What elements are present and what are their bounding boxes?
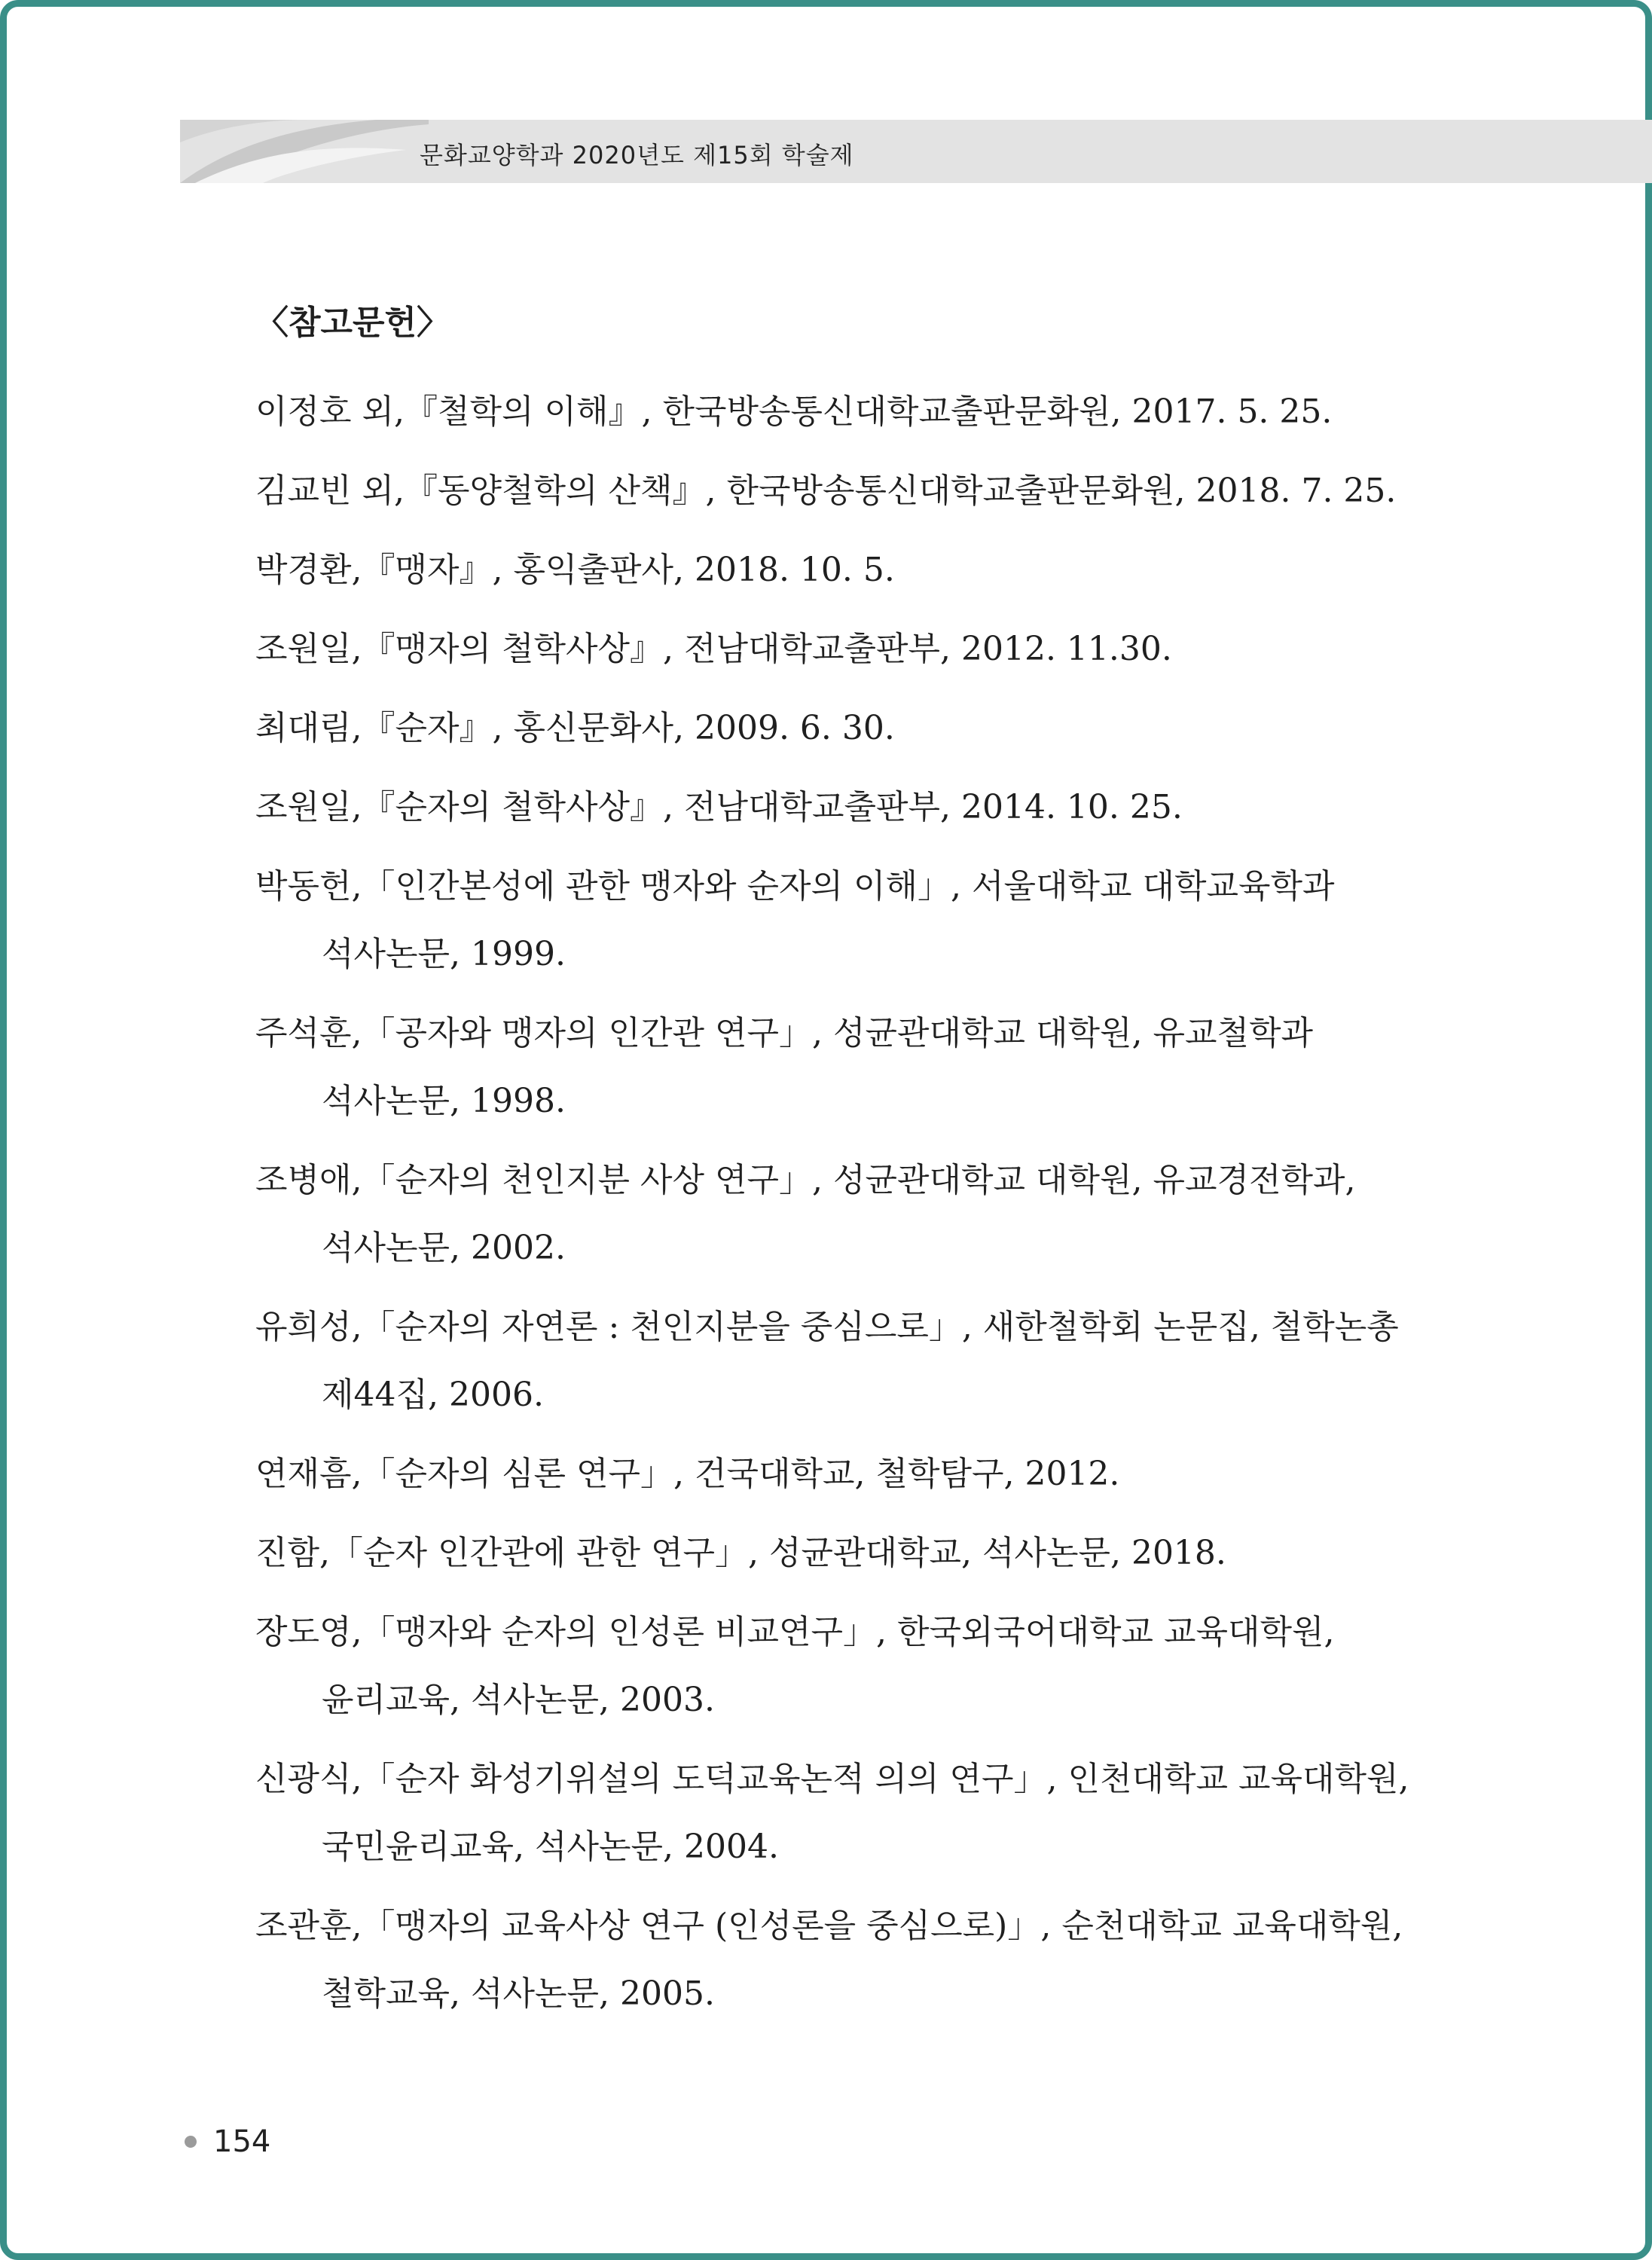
page-number: 154: [213, 2124, 271, 2159]
reference-item: 연재흠,「순자의 심론 연구」, 건국대학교, 철학탐구, 2012.: [255, 1455, 1120, 1493]
reference-item: 장도영,「맹자와 순자의 인성론 비교연구」, 한국외국어대학교 교육대학원, 윤리교육, 석사논문, 2003.: [255, 1613, 1335, 1719]
running-header: [180, 120, 1652, 183]
reference-item: 유희성,「순자의 자연론 : 천인지분을 중심으로」, 새한철학회 논문집, 철학논총 제44집, 2006.: [255, 1308, 1399, 1414]
header-title: 문화교양학과 2020년도 제15회 학술제: [420, 141, 854, 170]
reference-item: 진함,「순자 인간관에 관한 연구」, 성균관대학교, 석사논문, 2018.: [255, 1534, 1226, 1572]
section-title: 〈참고문헌〉: [255, 304, 450, 342]
reference-item: 박동헌,「인간본성에 관한 맹자와 순자의 이해」, 서울대학교 대학교육학과 석사논문, 1999.: [255, 867, 1335, 973]
reference-item: 김교빈 외,『동양철학의 산책』, 한국방송통신대학교출판문화원, 2018. 7. 25.: [255, 472, 1397, 510]
reference-item: 조병애,「순자의 천인지분 사상 연구」, 성균관대학교 대학원, 유교경전학과, 석사논문, 2002.: [255, 1161, 1356, 1267]
reference-item: 조관훈,「맹자의 교육사상 연구 (인성론을 중심으로)」, 순천대학교 교육대학원, 철학교육, 석사논문, 2005.: [255, 1907, 1403, 2013]
reference-list: [255, 378, 1446, 2028]
header-swoosh-decoration: [180, 120, 429, 183]
reference-item: 주석훈,「공자와 맹자의 인간관 연구」, 성균관대학교 대학원, 유교철학과 석사논문, 1998.: [255, 1014, 1313, 1120]
page-footer: [185, 2119, 270, 2164]
references-section: [255, 297, 1446, 2039]
reference-item: 조원일,『순자의 철학사상』, 전남대학교출판부, 2014. 10. 25.: [255, 788, 1183, 826]
reference-item: 신광식,「순자 화성기위설의 도덕교육논적 의의 연구」, 인천대학교 교육대학원, 국민윤리교육, 석사논문, 2004.: [255, 1760, 1409, 1866]
reference-item: 이정호 외,『철학의 이해』, 한국방송통신대학교출판문화원, 2017. 5. 25.: [255, 392, 1333, 431]
reference-item: 최대림,『순자』, 홍신문화사, 2009. 6. 30.: [255, 709, 895, 747]
reference-item: 조원일,『맹자의 철학사상』, 전남대학교출판부, 2012. 11.30.: [255, 630, 1172, 668]
reference-item: 박경환,『맹자』, 홍익출판사, 2018. 10. 5.: [255, 551, 895, 589]
bullet-icon: [185, 2136, 197, 2148]
